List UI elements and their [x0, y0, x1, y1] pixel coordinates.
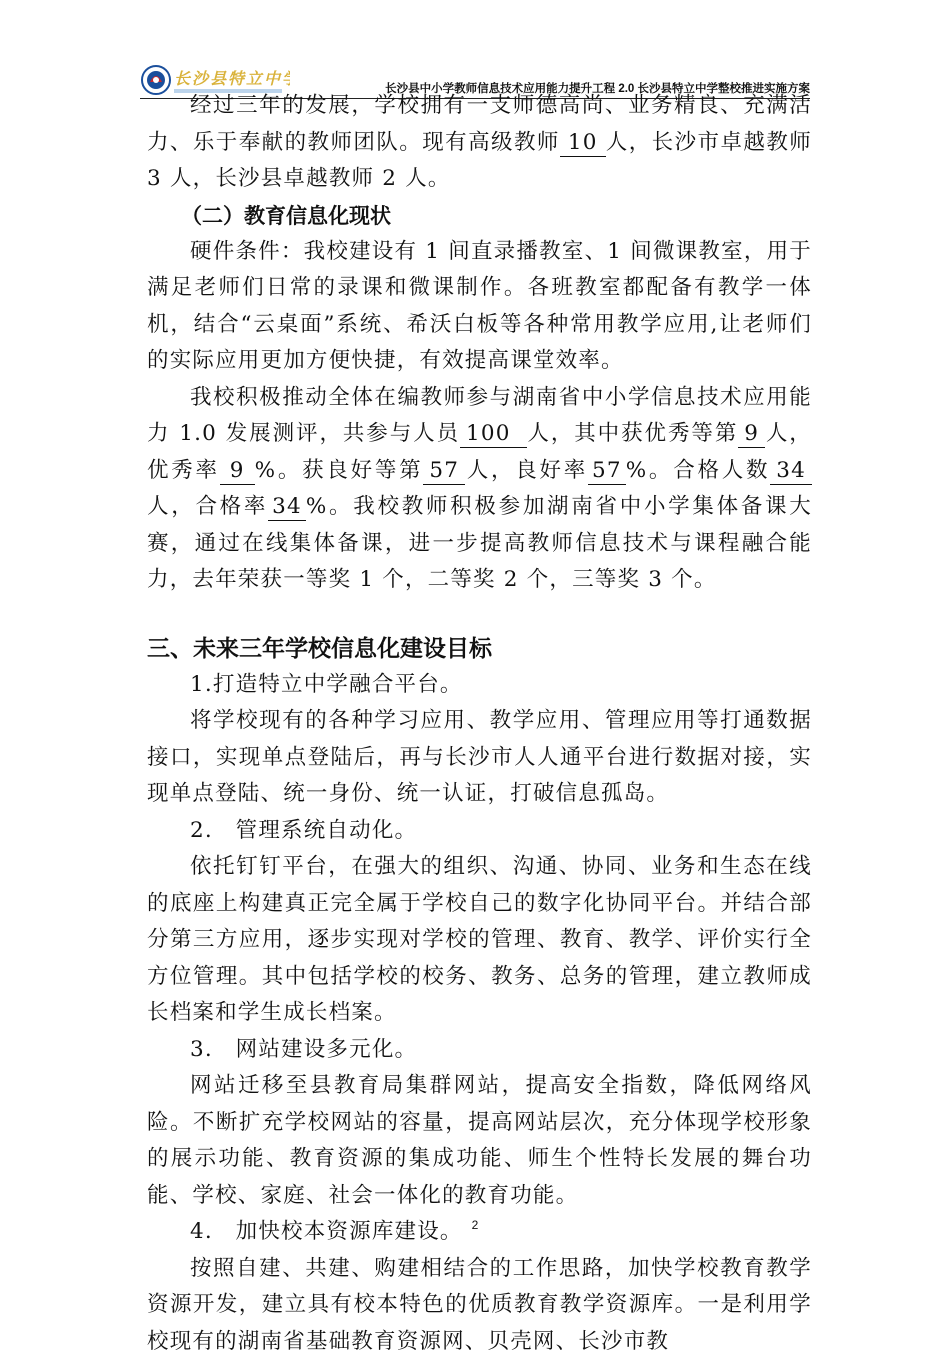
goal-1-title: 1.打造特立中学融合平台。: [147, 667, 812, 704]
header-title: 长沙县中小学教师信息技术应用能力提升工程 2.0 长沙县特立中学整校推进实施方案: [385, 80, 810, 96]
goal-3-body: 网站迁移至县教育局集群网站，提高安全指数，降低网络风险。不断扩充学校网站的容量，提高网站层次，充分体现学校形象的展示功能、教育资源的集成功能、师生个性特长发展的舞台功能、学校、家庭、社会一体化的教育功能。: [147, 1068, 812, 1214]
goal-2-body: 依托钉钉平台，在强大的组织、沟通、协同、业务和生态在线的底座上构建真正完全属于学校自己的数字化协同平台。并结合部分第三方应用，逐步实现对学校的管理、教育、教学、评价实行全方位管理。其中包括学校的校务、教务、总务的管理，建立教师成长档案和学生成长档案。: [147, 849, 812, 1032]
goal-4-title: 4. 加快校本资源库建设。: [147, 1214, 812, 1251]
excellent-count: 9: [738, 421, 765, 448]
logo-text: 长沙县特立中学: [174, 69, 290, 88]
good-count: 57: [423, 458, 465, 485]
pass-count: 34: [770, 458, 812, 485]
goal-4-body: 按照自建、共建、购建相结合的工作思路，加快学校教育教学资源开发，建立具有校本特色的优质教育教学资源库。一是利用学校现有的湖南省基础教育资源网、贝壳网、长沙市教: [147, 1251, 812, 1360]
pass-rate: 34: [268, 494, 306, 521]
excellent-rate: 9: [220, 458, 255, 485]
paragraph-hardware: 硬件条件：我校建设有 1 间直录播教室、1 间微课教室，用于满足老师们日常的录课和微课制作。各班教室都配备有教学一体机，结合“云桌面”系统、希沃白板等各种常用教学应用,让老师们的实际应用更加方便快捷，有效提高课堂效率。: [147, 234, 812, 380]
senior-teacher-count: 10: [560, 130, 606, 157]
page-number: 2: [0, 1218, 950, 1232]
paragraph-assessment: 我校积极推动全体在编教师参与湖南省中小学信息技术应用能力 1.0 发展测评，共参与人员 100 人，其中获优秀等第 9 人，优秀率 9 %。获良好等第 57 人，良好率 57 %。合格人数 34人，合格率 34 %。我校教师积极参加湖南省中小学集体备课大赛，通过在线集体备课，进一步提高教师信息技术与课程融合能力，去年荣获一等奖 1 个，二等奖 2 个，三等奖 3 个。: [147, 380, 812, 599]
participant-count: 100: [460, 421, 527, 448]
goal-2-title: 2. 管理系统自动化。: [147, 813, 812, 850]
document-body: [147, 88, 812, 1360]
goal-1-body: 将学校现有的各种学习应用、教学应用、管理应用等打通数据接口，实现单点登陆后，再与长沙市人人通平台进行数据对接，实现单点登陆、统一身份、统一认证，打破信息孤岛。: [147, 703, 812, 813]
section-heading-informatization-status: （二）教育信息化现状: [147, 198, 812, 234]
section-heading-future-goals: 三、未来三年学校信息化建设目标: [147, 631, 812, 667]
good-rate: 57: [588, 458, 626, 485]
paragraph-teacher-team: 经过三年的发展，学校拥有一支师德高尚、业务精良、充满活力、乐于奉献的教师团队。现有高级教师 10 人，长沙市卓越教师 3 人，长沙县卓越教师 2 人。: [147, 88, 812, 198]
goal-3-title: 3. 网站建设多元化。: [147, 1032, 812, 1069]
